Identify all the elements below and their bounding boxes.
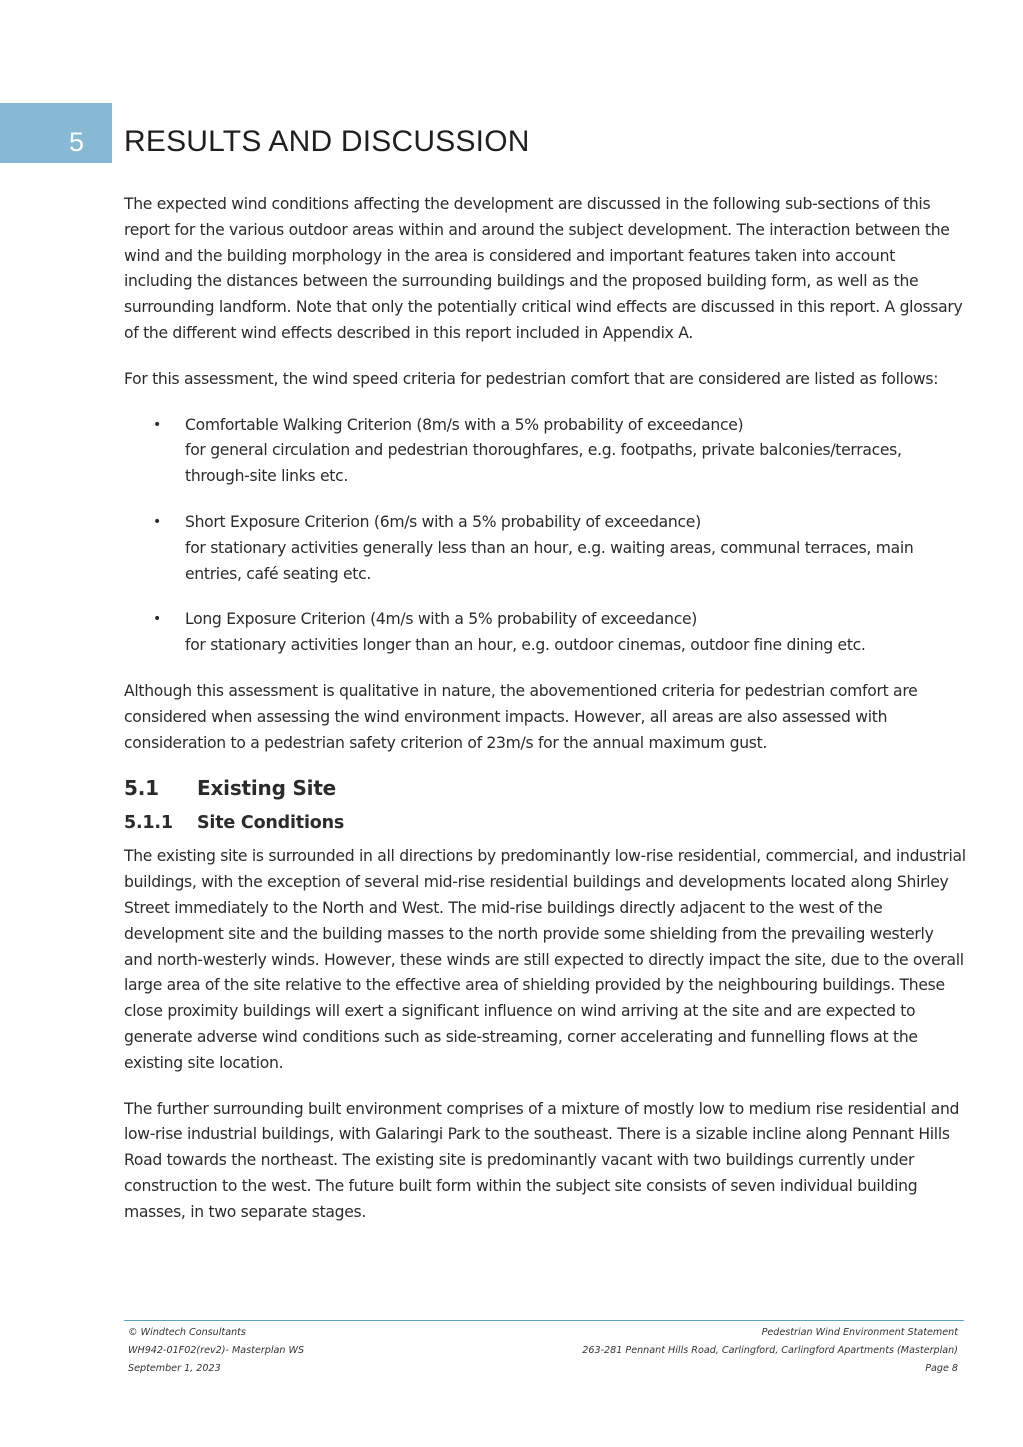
- criterion-title: Long Exposure Criterion (4m/s with a 5% probability of exceedance): [185, 610, 698, 629]
- subsubsection-title: Site Conditions: [197, 813, 345, 834]
- footer-report-title: Pedestrian Wind Environment Statement: [761, 1327, 958, 1338]
- page-footer: [128, 1324, 958, 1378]
- subsection-number: 5.1: [124, 776, 159, 801]
- subsubsection-heading: [124, 810, 966, 836]
- list-item: [153, 607, 966, 659]
- footer-page-number: Page 8: [925, 1363, 958, 1374]
- subsubsection-number: 5.1.1: [124, 813, 173, 834]
- section-number: 5: [68, 127, 84, 157]
- main-content: [124, 192, 966, 1226]
- subsection-heading: [124, 774, 966, 802]
- site-conditions-paragraph-2: The further surrounding built environment comprises of a mixture of mostly low to medium rise residential and low-rise industrial buildings, with Galaringi Park to the southeast. There is a sizable incline along Pennant Hills Road towards the northeast. The existing site is predominantly vacant with two buildings currently under construction to the west. The future built form within the subject site consists of seven individual building masses, in two separate stages.: [124, 1099, 960, 1221]
- criterion-description: for general circulation and pedestrian thoroughfares, e.g. footpaths, private balconies/terraces, through-site links etc.: [185, 441, 902, 486]
- criteria-list: [124, 413, 966, 659]
- criterion-title: Comfortable Walking Criterion (8m/s with a 5% probability of exceedance): [185, 415, 744, 434]
- bullet-icon: •: [153, 611, 161, 628]
- footer-copyright: © Windtech Consultants: [128, 1327, 246, 1338]
- footer-address: 263-281 Pennant Hills Road, Carlingford, Carlingford Apartments (Masterplan): [582, 1345, 958, 1356]
- criteria-lead-paragraph: For this assessment, the wind speed criteria for pedestrian comfort that are considered are listed as follows:: [124, 369, 939, 388]
- list-item: [153, 510, 966, 587]
- subsection-title: Existing Site: [197, 776, 337, 801]
- footer-divider: [124, 1320, 964, 1321]
- qualitative-paragraph: Although this assessment is qualitative in nature, the abovementioned criteria for pedestrian comfort are considered when assessing the wind environment impacts. However, all areas are also assessed with consideration to a pedestrian safety criterion of 23m/s for the annual maximum gust.: [124, 681, 918, 752]
- criterion-description: for stationary activities longer than an hour, e.g. outdoor cinemas, outdoor fine dining etc.: [185, 636, 866, 655]
- bullet-icon: •: [153, 416, 161, 433]
- site-conditions-paragraph-1: The existing site is surrounded in all directions by predominantly low-rise residential, commercial, and industrial buildings, with the exception of several mid-rise residential buildings and developments located along Shirley Street immediately to the North and West. The mid-rise buildings directly adjacent to the west of the development site and the building masses to the north provide some shielding from the prevailing westerly and north-westerly winds. However, these winds are still expected to directly impact the site, due to the overall large area of the site relative to the effective area of shielding provided by the neighbouring buildings. These close proximity buildings will exert a significant influence on wind arriving at the site and are expected to generate adverse wind conditions such as side-streaming, corner accelerating and funnelling flows at the existing site location.: [124, 847, 966, 1072]
- page-title: RESULTS AND DISCUSSION: [124, 125, 530, 158]
- footer-doc-ref: WH942-01F02(rev2)- Masterplan WS: [128, 1345, 305, 1356]
- intro-paragraph: The expected wind conditions affecting the development are discussed in the following sub-sections of this report for the various outdoor areas within and around the subject development. The interaction between the wind and the building morphology in the area is considered and important features taken into account including the distances between the surrounding buildings and the proposed building form, as well as the surrounding landform. Note that only the potentially critical wind effects are discussed in this report. A glossary of the different wind effects described in this report included in Appendix A.: [124, 195, 963, 342]
- criterion-title: Short Exposure Criterion (6m/s with a 5% probability of exceedance): [185, 512, 701, 531]
- bullet-icon: •: [153, 513, 161, 530]
- section-number-badge: [0, 103, 112, 163]
- criterion-description: for stationary activities generally less than an hour, e.g. waiting areas, communal terraces, main entries, café seating etc.: [185, 538, 914, 583]
- list-item: [153, 413, 966, 490]
- footer-date: September 1, 2023: [128, 1363, 221, 1374]
